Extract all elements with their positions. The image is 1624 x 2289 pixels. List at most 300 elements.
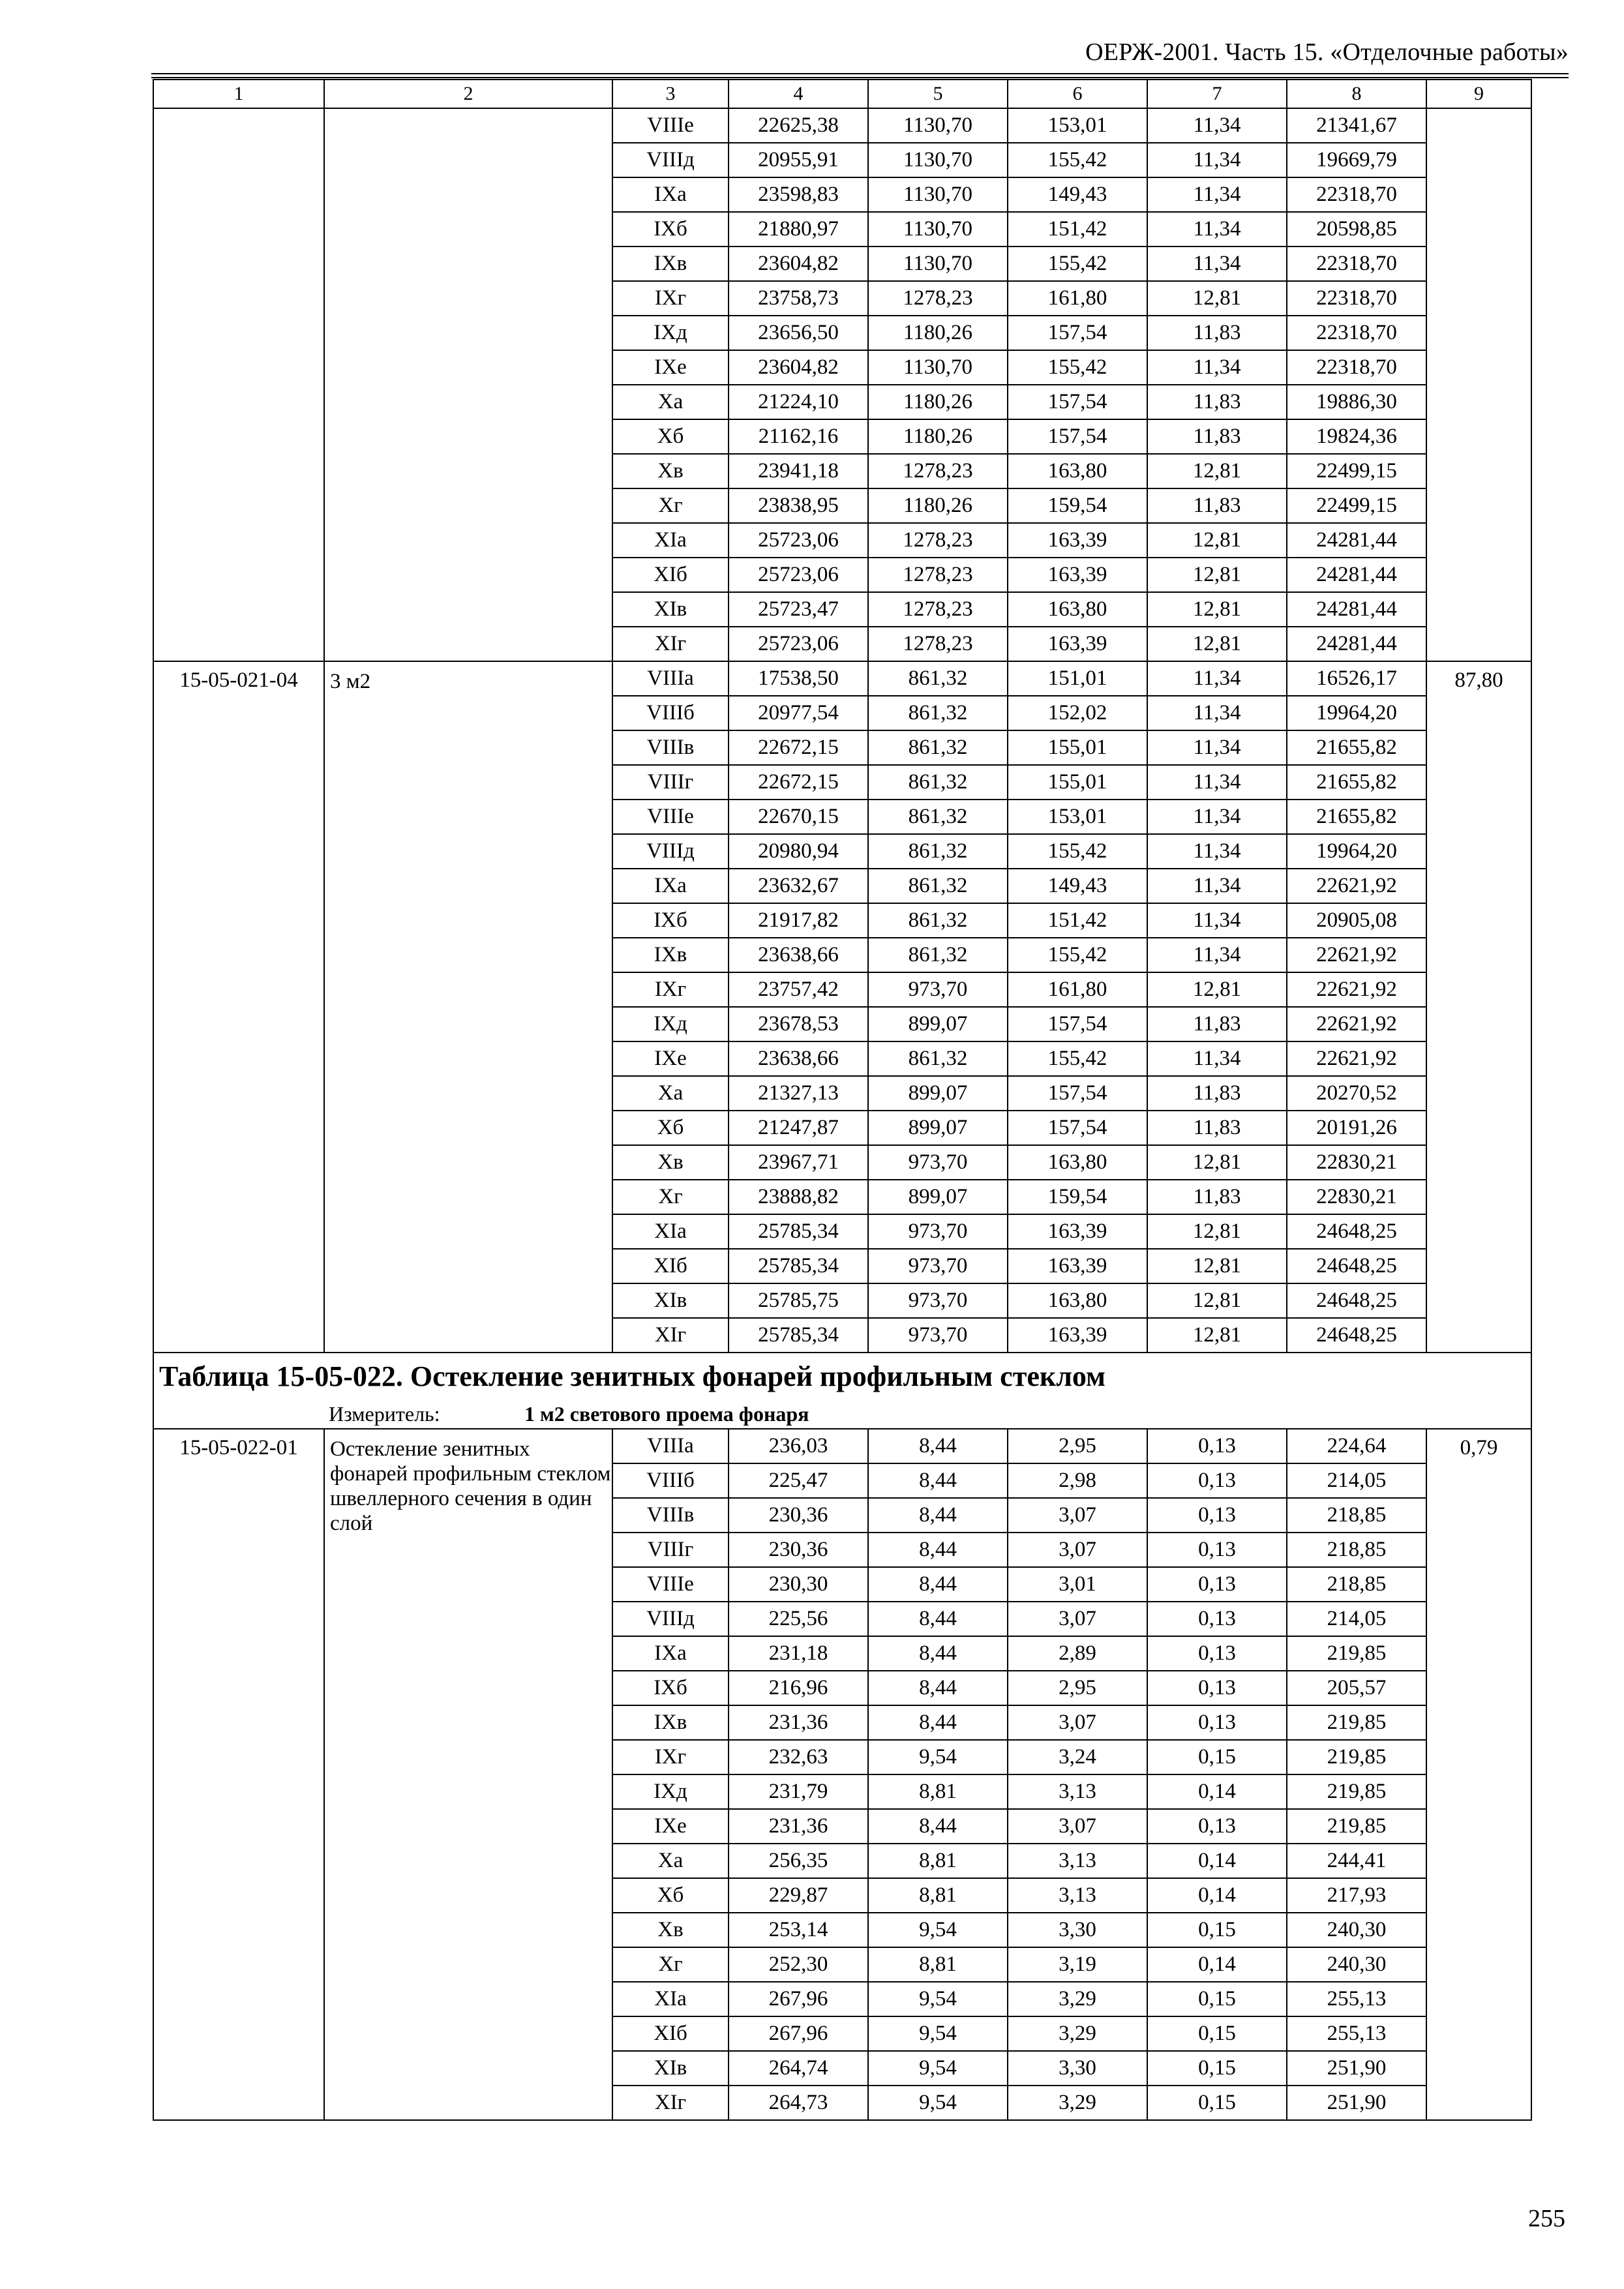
machine-cost-cell: 155,42 bbox=[1008, 350, 1147, 385]
labor-cost-cell: 9,54 bbox=[868, 2086, 1008, 2120]
materials-cost-cell: 255,13 bbox=[1287, 1982, 1426, 2016]
zone-cell: VIIIа bbox=[612, 661, 729, 696]
machinist-wage-cell: 12,81 bbox=[1147, 558, 1287, 592]
labor-cost-cell: 1278,23 bbox=[868, 454, 1008, 488]
materials-cost-cell: 22621,92 bbox=[1287, 869, 1426, 903]
zone-cell: XIв bbox=[612, 2051, 729, 2086]
direct-cost-cell: 230,36 bbox=[729, 1533, 868, 1567]
zone-cell: Xв bbox=[612, 454, 729, 488]
labor-cost-cell: 1130,70 bbox=[868, 350, 1008, 385]
machinist-wage-cell: 11,34 bbox=[1147, 212, 1287, 247]
materials-cost-cell: 251,90 bbox=[1287, 2051, 1426, 2086]
zone-cell: VIIIд bbox=[612, 1602, 729, 1636]
meter-label: Измеритель: bbox=[329, 1401, 440, 1426]
zone-cell: Xб bbox=[612, 419, 729, 454]
zone-cell: XIа bbox=[612, 1214, 729, 1249]
direct-cost-cell: 231,79 bbox=[729, 1774, 868, 1809]
direct-cost-cell: 21327,13 bbox=[729, 1076, 868, 1111]
machine-cost-cell: 163,39 bbox=[1008, 1318, 1147, 1353]
labor-cost-cell: 861,32 bbox=[868, 765, 1008, 800]
machine-cost-cell: 3,07 bbox=[1008, 1602, 1147, 1636]
materials-cost-cell: 218,85 bbox=[1287, 1533, 1426, 1567]
direct-cost-cell: 23757,42 bbox=[729, 972, 868, 1007]
direct-cost-cell: 23604,82 bbox=[729, 247, 868, 281]
machine-cost-cell: 3,13 bbox=[1008, 1774, 1147, 1809]
materials-cost-cell: 22318,70 bbox=[1287, 316, 1426, 350]
materials-cost-cell: 24281,44 bbox=[1287, 627, 1426, 661]
direct-cost-cell: 21162,16 bbox=[729, 419, 868, 454]
machinist-wage-cell: 0,14 bbox=[1147, 1844, 1287, 1878]
direct-cost-cell: 236,03 bbox=[729, 1429, 868, 1463]
direct-cost-cell: 23888,82 bbox=[729, 1180, 868, 1214]
labor-cost-cell: 8,44 bbox=[868, 1671, 1008, 1705]
materials-cost-cell: 22318,70 bbox=[1287, 177, 1426, 212]
zone-cell: XIв bbox=[612, 592, 729, 627]
zone-cell: XIа bbox=[612, 1982, 729, 2016]
col9-cell: 87,80 bbox=[1426, 661, 1531, 1353]
machinist-wage-cell: 11,34 bbox=[1147, 730, 1287, 765]
zone-cell: IXд bbox=[612, 1007, 729, 1041]
machine-cost-cell: 3,29 bbox=[1008, 1982, 1147, 2016]
machinist-wage-cell: 11,34 bbox=[1147, 903, 1287, 938]
direct-cost-cell: 225,56 bbox=[729, 1602, 868, 1636]
machine-cost-cell: 3,07 bbox=[1008, 1809, 1147, 1844]
zone-cell: XIб bbox=[612, 2016, 729, 2051]
machine-cost-cell: 155,01 bbox=[1008, 730, 1147, 765]
meter-value: 1 м2 светового проема фонаря bbox=[524, 1401, 809, 1426]
materials-cost-cell: 205,57 bbox=[1287, 1671, 1426, 1705]
machinist-wage-cell: 12,81 bbox=[1147, 627, 1287, 661]
zone-cell: Xб bbox=[612, 1111, 729, 1145]
direct-cost-cell: 23598,83 bbox=[729, 177, 868, 212]
labor-cost-cell: 973,70 bbox=[868, 1214, 1008, 1249]
zone-cell: XIб bbox=[612, 558, 729, 592]
machine-cost-cell: 2,89 bbox=[1008, 1636, 1147, 1671]
zone-cell: VIIIг bbox=[612, 765, 729, 800]
header-rule bbox=[151, 73, 1569, 74]
direct-cost-cell: 231,36 bbox=[729, 1809, 868, 1844]
labor-cost-cell: 1180,26 bbox=[868, 488, 1008, 523]
labor-cost-cell: 8,81 bbox=[868, 1878, 1008, 1913]
labor-cost-cell: 861,32 bbox=[868, 834, 1008, 869]
materials-cost-cell: 240,30 bbox=[1287, 1913, 1426, 1947]
direct-cost-cell: 22672,15 bbox=[729, 730, 868, 765]
zone-cell: IXб bbox=[612, 212, 729, 247]
zone-cell: IXг bbox=[612, 1740, 729, 1774]
machinist-wage-cell: 12,81 bbox=[1147, 523, 1287, 558]
labor-cost-cell: 8,44 bbox=[868, 1463, 1008, 1498]
machinist-wage-cell: 0,15 bbox=[1147, 2016, 1287, 2051]
labor-cost-cell: 861,32 bbox=[868, 661, 1008, 696]
zone-cell: VIIIа bbox=[612, 1429, 729, 1463]
machine-cost-cell: 2,98 bbox=[1008, 1463, 1147, 1498]
machinist-wage-cell: 0,15 bbox=[1147, 1740, 1287, 1774]
labor-cost-cell: 973,70 bbox=[868, 972, 1008, 1007]
machinist-wage-cell: 0,14 bbox=[1147, 1774, 1287, 1809]
direct-cost-cell: 25785,34 bbox=[729, 1214, 868, 1249]
materials-cost-cell: 214,05 bbox=[1287, 1602, 1426, 1636]
materials-cost-cell: 22499,15 bbox=[1287, 488, 1426, 523]
direct-cost-cell: 20955,91 bbox=[729, 143, 868, 177]
materials-cost-cell: 16526,17 bbox=[1287, 661, 1426, 696]
direct-cost-cell: 230,36 bbox=[729, 1498, 868, 1533]
labor-cost-cell: 9,54 bbox=[868, 2016, 1008, 2051]
materials-cost-cell: 19964,20 bbox=[1287, 696, 1426, 730]
machinist-wage-cell: 12,81 bbox=[1147, 281, 1287, 316]
machinist-wage-cell: 0,13 bbox=[1147, 1498, 1287, 1533]
direct-cost-cell: 267,96 bbox=[729, 1982, 868, 2016]
zone-cell: Xа bbox=[612, 1844, 729, 1878]
labor-cost-cell: 1278,23 bbox=[868, 592, 1008, 627]
zone-cell: IXв bbox=[612, 938, 729, 972]
direct-cost-cell: 23941,18 bbox=[729, 454, 868, 488]
materials-cost-cell: 20191,26 bbox=[1287, 1111, 1426, 1145]
zone-cell: IXд bbox=[612, 316, 729, 350]
machinist-wage-cell: 12,81 bbox=[1147, 972, 1287, 1007]
machinist-wage-cell: 12,81 bbox=[1147, 1283, 1287, 1318]
machine-cost-cell: 3,19 bbox=[1008, 1947, 1147, 1982]
machinist-wage-cell: 0,13 bbox=[1147, 1671, 1287, 1705]
materials-cost-cell: 21341,67 bbox=[1287, 108, 1426, 143]
column-number-row bbox=[153, 80, 1531, 108]
machinist-wage-cell: 0,15 bbox=[1147, 2086, 1287, 2120]
materials-cost-cell: 244,41 bbox=[1287, 1844, 1426, 1878]
machinist-wage-cell: 12,81 bbox=[1147, 1145, 1287, 1180]
zone-cell: Xг bbox=[612, 1180, 729, 1214]
labor-cost-cell: 861,32 bbox=[868, 696, 1008, 730]
machine-cost-cell: 3,13 bbox=[1008, 1878, 1147, 1913]
labor-cost-cell: 861,32 bbox=[868, 800, 1008, 834]
zone-cell: IXб bbox=[612, 1671, 729, 1705]
machinist-wage-cell: 11,34 bbox=[1147, 661, 1287, 696]
materials-cost-cell: 22621,92 bbox=[1287, 972, 1426, 1007]
zone-cell: VIIIб bbox=[612, 1463, 729, 1498]
direct-cost-cell: 20977,54 bbox=[729, 696, 868, 730]
zone-cell: XIб bbox=[612, 1249, 729, 1283]
direct-cost-cell: 25723,47 bbox=[729, 592, 868, 627]
direct-cost-cell: 264,74 bbox=[729, 2051, 868, 2086]
labor-cost-cell: 899,07 bbox=[868, 1007, 1008, 1041]
labor-cost-cell: 8,44 bbox=[868, 1533, 1008, 1567]
machine-cost-cell: 155,42 bbox=[1008, 834, 1147, 869]
col9-cell bbox=[1426, 108, 1531, 661]
direct-cost-cell: 21917,82 bbox=[729, 903, 868, 938]
labor-cost-cell: 9,54 bbox=[868, 2051, 1008, 2086]
column-number-cell: 7 bbox=[1147, 80, 1287, 108]
machinist-wage-cell: 11,34 bbox=[1147, 177, 1287, 212]
machine-cost-cell: 152,02 bbox=[1008, 696, 1147, 730]
materials-cost-cell: 22830,21 bbox=[1287, 1180, 1426, 1214]
direct-cost-cell: 229,87 bbox=[729, 1878, 868, 1913]
machinist-wage-cell: 11,83 bbox=[1147, 385, 1287, 419]
direct-cost-cell: 23758,73 bbox=[729, 281, 868, 316]
machine-cost-cell: 3,30 bbox=[1008, 2051, 1147, 2086]
header-rule bbox=[151, 77, 1569, 78]
direct-cost-cell: 17538,50 bbox=[729, 661, 868, 696]
labor-cost-cell: 8,81 bbox=[868, 1774, 1008, 1809]
machinist-wage-cell: 12,81 bbox=[1147, 1214, 1287, 1249]
materials-cost-cell: 219,85 bbox=[1287, 1809, 1426, 1844]
materials-cost-cell: 21655,82 bbox=[1287, 730, 1426, 765]
labor-cost-cell: 899,07 bbox=[868, 1111, 1008, 1145]
machine-cost-cell: 163,39 bbox=[1008, 523, 1147, 558]
materials-cost-cell: 24281,44 bbox=[1287, 558, 1426, 592]
materials-cost-cell: 19824,36 bbox=[1287, 419, 1426, 454]
machine-cost-cell: 3,30 bbox=[1008, 1913, 1147, 1947]
machine-cost-cell: 155,42 bbox=[1008, 938, 1147, 972]
labor-cost-cell: 861,32 bbox=[868, 730, 1008, 765]
labor-cost-cell: 8,44 bbox=[868, 1809, 1008, 1844]
column-number-cell: 4 bbox=[729, 80, 868, 108]
labor-cost-cell: 899,07 bbox=[868, 1180, 1008, 1214]
machinist-wage-cell: 12,81 bbox=[1147, 592, 1287, 627]
labor-cost-cell: 8,44 bbox=[868, 1705, 1008, 1740]
machine-cost-cell: 157,54 bbox=[1008, 419, 1147, 454]
machine-cost-cell: 151,42 bbox=[1008, 212, 1147, 247]
materials-cost-cell: 22621,92 bbox=[1287, 1007, 1426, 1041]
rates-table-body bbox=[153, 80, 1531, 2120]
labor-cost-cell: 9,54 bbox=[868, 1982, 1008, 2016]
machine-cost-cell: 3,24 bbox=[1008, 1740, 1147, 1774]
description-cell: 3 м2 bbox=[324, 661, 612, 1353]
direct-cost-cell: 23632,67 bbox=[729, 869, 868, 903]
labor-cost-cell: 8,81 bbox=[868, 1844, 1008, 1878]
labor-cost-cell: 1278,23 bbox=[868, 281, 1008, 316]
materials-cost-cell: 24648,25 bbox=[1287, 1214, 1426, 1249]
direct-cost-cell: 21247,87 bbox=[729, 1111, 868, 1145]
labor-cost-cell: 8,44 bbox=[868, 1429, 1008, 1463]
machine-cost-cell: 3,07 bbox=[1008, 1498, 1147, 1533]
column-number-cell: 3 bbox=[612, 80, 729, 108]
zone-cell: XIв bbox=[612, 1283, 729, 1318]
zone-cell: XIг bbox=[612, 1318, 729, 1353]
materials-cost-cell: 240,30 bbox=[1287, 1947, 1426, 1982]
zone-cell: IXг bbox=[612, 281, 729, 316]
materials-cost-cell: 22318,70 bbox=[1287, 350, 1426, 385]
col9-cell: 0,79 bbox=[1426, 1429, 1531, 2120]
zone-cell: VIIIв bbox=[612, 730, 729, 765]
machine-cost-cell: 163,80 bbox=[1008, 1145, 1147, 1180]
machine-cost-cell: 161,80 bbox=[1008, 972, 1147, 1007]
machinist-wage-cell: 11,83 bbox=[1147, 1111, 1287, 1145]
labor-cost-cell: 8,44 bbox=[868, 1567, 1008, 1602]
machine-cost-cell: 163,80 bbox=[1008, 592, 1147, 627]
zone-cell: VIIIд bbox=[612, 834, 729, 869]
machinist-wage-cell: 11,34 bbox=[1147, 800, 1287, 834]
direct-cost-cell: 216,96 bbox=[729, 1671, 868, 1705]
direct-cost-cell: 25723,06 bbox=[729, 523, 868, 558]
labor-cost-cell: 1130,70 bbox=[868, 177, 1008, 212]
machine-cost-cell: 163,39 bbox=[1008, 1249, 1147, 1283]
machinist-wage-cell: 0,13 bbox=[1147, 1636, 1287, 1671]
materials-cost-cell: 255,13 bbox=[1287, 2016, 1426, 2051]
machine-cost-cell: 153,01 bbox=[1008, 800, 1147, 834]
labor-cost-cell: 973,70 bbox=[868, 1249, 1008, 1283]
zone-cell: VIIIв bbox=[612, 1498, 729, 1533]
zone-cell: IXв bbox=[612, 1705, 729, 1740]
machine-cost-cell: 159,54 bbox=[1008, 488, 1147, 523]
materials-cost-cell: 217,93 bbox=[1287, 1878, 1426, 1913]
machine-cost-cell: 155,42 bbox=[1008, 1041, 1147, 1076]
column-number-cell: 2 bbox=[324, 80, 612, 108]
machine-cost-cell: 161,80 bbox=[1008, 281, 1147, 316]
column-number-cell: 1 bbox=[153, 80, 324, 108]
materials-cost-cell: 251,90 bbox=[1287, 2086, 1426, 2120]
table-title: Таблица 15-05-022. Остекление зенитных фонарей профильным стеклом bbox=[159, 1360, 1106, 1392]
machinist-wage-cell: 0,15 bbox=[1147, 1913, 1287, 1947]
table-section-row bbox=[153, 1353, 1531, 1429]
machine-cost-cell: 163,39 bbox=[1008, 627, 1147, 661]
machinist-wage-cell: 0,13 bbox=[1147, 1463, 1287, 1498]
zone-cell: VIIIе bbox=[612, 108, 729, 143]
table-row bbox=[153, 108, 1531, 143]
direct-cost-cell: 23604,82 bbox=[729, 350, 868, 385]
zone-cell: Xб bbox=[612, 1878, 729, 1913]
machine-cost-cell: 3,07 bbox=[1008, 1533, 1147, 1567]
direct-cost-cell: 225,47 bbox=[729, 1463, 868, 1498]
machinist-wage-cell: 0,14 bbox=[1147, 1947, 1287, 1982]
machine-cost-cell: 157,54 bbox=[1008, 1111, 1147, 1145]
page-number: 255 bbox=[1528, 2205, 1565, 2232]
machine-cost-cell: 163,80 bbox=[1008, 454, 1147, 488]
labor-cost-cell: 1130,70 bbox=[868, 143, 1008, 177]
table-row bbox=[153, 661, 1531, 696]
machinist-wage-cell: 0,14 bbox=[1147, 1878, 1287, 1913]
zone-cell: IXб bbox=[612, 903, 729, 938]
materials-cost-cell: 21655,82 bbox=[1287, 765, 1426, 800]
zone-cell: VIIIг bbox=[612, 1533, 729, 1567]
materials-cost-cell: 20270,52 bbox=[1287, 1076, 1426, 1111]
zone-cell: Xв bbox=[612, 1913, 729, 1947]
zone-cell: IXд bbox=[612, 1774, 729, 1809]
materials-cost-cell: 219,85 bbox=[1287, 1740, 1426, 1774]
zone-cell: IXе bbox=[612, 1041, 729, 1076]
materials-cost-cell: 24281,44 bbox=[1287, 592, 1426, 627]
machinist-wage-cell: 11,83 bbox=[1147, 1076, 1287, 1111]
zone-cell: Xа bbox=[612, 1076, 729, 1111]
zone-cell: IXа bbox=[612, 1636, 729, 1671]
labor-cost-cell: 1180,26 bbox=[868, 316, 1008, 350]
description-cell bbox=[324, 108, 612, 661]
labor-cost-cell: 861,32 bbox=[868, 869, 1008, 903]
machinist-wage-cell: 11,34 bbox=[1147, 1041, 1287, 1076]
machinist-wage-cell: 0,13 bbox=[1147, 1602, 1287, 1636]
labor-cost-cell: 973,70 bbox=[868, 1145, 1008, 1180]
materials-cost-cell: 214,05 bbox=[1287, 1463, 1426, 1498]
machinist-wage-cell: 0,13 bbox=[1147, 1567, 1287, 1602]
materials-cost-cell: 19886,30 bbox=[1287, 385, 1426, 419]
materials-cost-cell: 22318,70 bbox=[1287, 281, 1426, 316]
zone-cell: IXе bbox=[612, 350, 729, 385]
materials-cost-cell: 20905,08 bbox=[1287, 903, 1426, 938]
machinist-wage-cell: 0,15 bbox=[1147, 1982, 1287, 2016]
machine-cost-cell: 3,01 bbox=[1008, 1567, 1147, 1602]
direct-cost-cell: 252,30 bbox=[729, 1947, 868, 1982]
machinist-wage-cell: 0,13 bbox=[1147, 1809, 1287, 1844]
materials-cost-cell: 224,64 bbox=[1287, 1429, 1426, 1463]
labor-cost-cell: 1278,23 bbox=[868, 627, 1008, 661]
zone-cell: XIг bbox=[612, 2086, 729, 2120]
direct-cost-cell: 20980,94 bbox=[729, 834, 868, 869]
table-section-cell bbox=[153, 1353, 1531, 1429]
zone-cell: IXв bbox=[612, 247, 729, 281]
machine-cost-cell: 163,39 bbox=[1008, 558, 1147, 592]
page-header-title: ОЕРЖ-2001. Часть 15. «Отделочные работы» bbox=[1085, 38, 1569, 66]
machinist-wage-cell: 11,83 bbox=[1147, 1007, 1287, 1041]
labor-cost-cell: 899,07 bbox=[868, 1076, 1008, 1111]
labor-cost-cell: 9,54 bbox=[868, 1913, 1008, 1947]
labor-cost-cell: 8,44 bbox=[868, 1498, 1008, 1533]
labor-cost-cell: 1130,70 bbox=[868, 212, 1008, 247]
machinist-wage-cell: 11,34 bbox=[1147, 765, 1287, 800]
materials-cost-cell: 219,85 bbox=[1287, 1774, 1426, 1809]
machine-cost-cell: 157,54 bbox=[1008, 385, 1147, 419]
machine-cost-cell: 2,95 bbox=[1008, 1429, 1147, 1463]
direct-cost-cell: 253,14 bbox=[729, 1913, 868, 1947]
machinist-wage-cell: 11,83 bbox=[1147, 316, 1287, 350]
materials-cost-cell: 218,85 bbox=[1287, 1498, 1426, 1533]
materials-cost-cell: 21655,82 bbox=[1287, 800, 1426, 834]
zone-cell: XIг bbox=[612, 627, 729, 661]
labor-cost-cell: 861,32 bbox=[868, 938, 1008, 972]
zone-cell: VIIIе bbox=[612, 1567, 729, 1602]
machinist-wage-cell: 11,34 bbox=[1147, 869, 1287, 903]
direct-cost-cell: 22625,38 bbox=[729, 108, 868, 143]
code-cell: 15-05-022-01 bbox=[153, 1429, 324, 2120]
machine-cost-cell: 163,80 bbox=[1008, 1283, 1147, 1318]
code-cell: 15-05-021-04 bbox=[153, 661, 324, 1353]
materials-cost-cell: 218,85 bbox=[1287, 1567, 1426, 1602]
labor-cost-cell: 1130,70 bbox=[868, 108, 1008, 143]
direct-cost-cell: 256,35 bbox=[729, 1844, 868, 1878]
machine-cost-cell: 149,43 bbox=[1008, 177, 1147, 212]
labor-cost-cell: 973,70 bbox=[868, 1283, 1008, 1318]
zone-cell: XIа bbox=[612, 523, 729, 558]
zone-cell: VIIIд bbox=[612, 143, 729, 177]
zone-cell: Xв bbox=[612, 1145, 729, 1180]
direct-cost-cell: 23678,53 bbox=[729, 1007, 868, 1041]
materials-cost-cell: 24281,44 bbox=[1287, 523, 1426, 558]
machinist-wage-cell: 11,83 bbox=[1147, 488, 1287, 523]
zone-cell: IXе bbox=[612, 1809, 729, 1844]
labor-cost-cell: 8,81 bbox=[868, 1947, 1008, 1982]
zone-cell: Xа bbox=[612, 385, 729, 419]
direct-cost-cell: 23638,66 bbox=[729, 1041, 868, 1076]
machinist-wage-cell: 11,34 bbox=[1147, 247, 1287, 281]
zone-cell: Xг bbox=[612, 488, 729, 523]
machine-cost-cell: 151,01 bbox=[1008, 661, 1147, 696]
column-number-cell: 5 bbox=[868, 80, 1008, 108]
labor-cost-cell: 1278,23 bbox=[868, 558, 1008, 592]
machine-cost-cell: 155,42 bbox=[1008, 247, 1147, 281]
rates-table bbox=[153, 79, 1532, 2121]
zone-cell: VIIIе bbox=[612, 800, 729, 834]
table-row bbox=[153, 1429, 1531, 1463]
direct-cost-cell: 21224,10 bbox=[729, 385, 868, 419]
labor-cost-cell: 973,70 bbox=[868, 1318, 1008, 1353]
direct-cost-cell: 231,18 bbox=[729, 1636, 868, 1671]
materials-cost-cell: 24648,25 bbox=[1287, 1283, 1426, 1318]
machinist-wage-cell: 11,34 bbox=[1147, 938, 1287, 972]
machinist-wage-cell: 0,13 bbox=[1147, 1533, 1287, 1567]
materials-cost-cell: 22499,15 bbox=[1287, 454, 1426, 488]
description-cell: Остекление зенитных фонарей профильным стеклом швеллерного сечения в один слой bbox=[324, 1429, 612, 2120]
labor-cost-cell: 9,54 bbox=[868, 1740, 1008, 1774]
materials-cost-cell: 24648,25 bbox=[1287, 1318, 1426, 1353]
machinist-wage-cell: 11,34 bbox=[1147, 350, 1287, 385]
labor-cost-cell: 861,32 bbox=[868, 903, 1008, 938]
machinist-wage-cell: 11,34 bbox=[1147, 143, 1287, 177]
